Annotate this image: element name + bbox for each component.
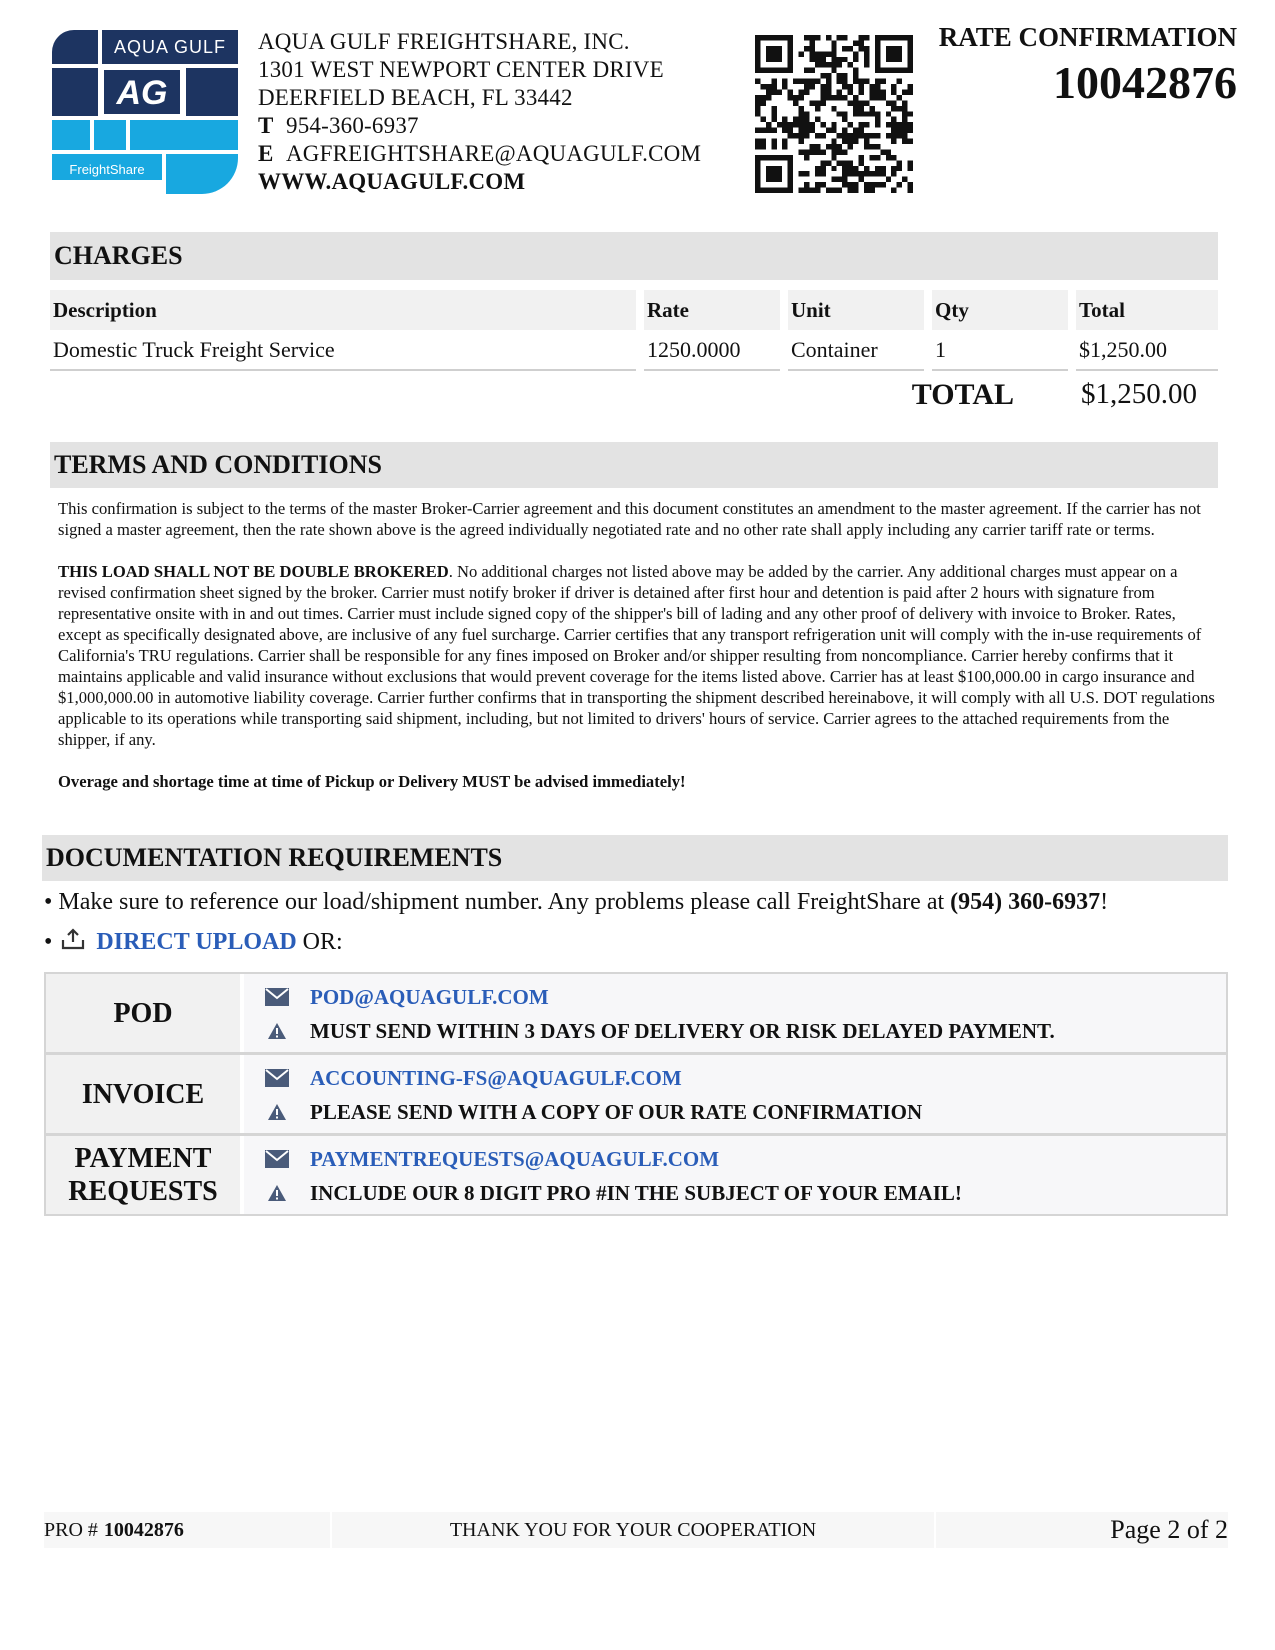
terms-paragraph-2: [58, 561, 1218, 750]
header-total: Total: [1076, 290, 1218, 330]
terms-paragraph-3: [58, 771, 1218, 792]
charge-unit: Container: [788, 330, 924, 370]
doc-label-payment-requests: PAYMENT REQUESTS: [46, 1136, 240, 1214]
phone-label: T: [258, 113, 274, 138]
doc-warning-item: [244, 1176, 1226, 1210]
invoice-note: PLEASE SEND WITH A COPY OF OUR RATE CONFIRMATION: [310, 1099, 923, 1124]
qr-code: [755, 35, 913, 193]
footer-page-number: Page 2 of 2: [936, 1512, 1228, 1548]
rate-confirmation-label: RATE CONFIRMATION: [938, 22, 1237, 52]
phone-value: 954-360-6937: [286, 113, 419, 138]
warning-icon: [267, 1022, 287, 1040]
doc-label-pod: POD: [46, 974, 240, 1052]
doc-email-item: [244, 980, 1226, 1014]
terms-paragraph-2-text: . No additional charges not listed above may be added by the carrier. Any additional charges must appear on a revised confirmation sheet signed by the broker. Carrier must notify broker if driver is detained after first hour and detention is paid after 2 hours with signature from representative onsite with in and out times. Carrier must include signed copy of the shipper's bill of lading and any other proof of delivery with invoice to Broker. Rates, except as specifically designated above, are inclusive of any fuel surcharge. Carrier certifies that any transport refrigeration unit will comply with the in-use requirements of California's TRU regulations. Carrier shall be responsible for any fines imposed on Broker and/or shipper resulting from noncompliance. Carrier hereby confirms that it maintains applicable and valid insurance without exclusions that would prevent coverage for the items listed above. Carrier has at least $100,000.00 in cargo insurance and $1,000,000.00 in automotive liability coverage. Carrier further confirms that in transporting the shipment described hereinabove, it will comply with all U.S. DOT regulations applicable to its operations while transporting said shipment, including, but not limited to drivers' hours of service. Carrier agrees to the attached requirements from the shipper, if any.: [58, 562, 1215, 749]
company-email: [258, 140, 701, 168]
doc-warning-item: [244, 1095, 1226, 1129]
company-logo: [52, 30, 238, 194]
doc-detail-invoice: [244, 1055, 1226, 1133]
invoice-email-link[interactable]: ACCOUNTING-FS@AQUAGULF.COM: [310, 1065, 682, 1090]
terms-paragraph-1: This confirmation is subject to the terms of the master Broker-Carrier agreement and this document constitutes an amendment to the master agreement. If the carrier has not signed a master agreement, then the rate shown above is the agreed individually negotiated rate and no other rate shall apply including any carrier tariff rate or terms.: [58, 499, 1201, 539]
terms-body: [58, 498, 1218, 813]
documentation-table: [44, 972, 1228, 1216]
pod-email-link[interactable]: POD@AQUAGULF.COM: [310, 984, 549, 1009]
doc-label-invoice: INVOICE: [46, 1055, 240, 1133]
charges-header-row: [50, 290, 1218, 330]
doc-detail-pod: [244, 974, 1226, 1052]
header-unit: Unit: [788, 290, 924, 330]
direct-upload-link[interactable]: DIRECT UPLOAD: [96, 929, 297, 955]
charge-total: $1,250.00: [1076, 330, 1218, 370]
company-address-line1: 1301 WEST NEWPORT CENTER DRIVE: [258, 57, 664, 82]
terms-section-header: TERMS AND CONDITIONS: [50, 442, 1218, 488]
support-phone: (954) 360-6937: [950, 889, 1101, 915]
header-description: Description: [50, 290, 636, 330]
svg-text:AG: AG: [116, 74, 168, 112]
company-address-line2: DEERFIELD BEACH, FL 33442: [258, 85, 573, 110]
doc-row-invoice: [46, 1055, 1226, 1136]
svg-text:AQUA GULF: AQUA GULF: [113, 37, 227, 57]
upload-instruction: [44, 927, 343, 956]
header-rate: Rate: [644, 290, 780, 330]
charges-table: [50, 290, 1218, 371]
total-value: $1,250.00: [1081, 378, 1197, 410]
doc-warning-item: [244, 1014, 1226, 1048]
company-name: AQUA GULF FREIGHTSHARE, INC.: [258, 29, 630, 54]
upload-icon[interactable]: [60, 927, 86, 951]
reference-text: Make sure to reference our load/shipment number. Any problems please call FreightShare at: [52, 889, 951, 915]
envelope-icon: [265, 1150, 289, 1168]
doc-email-item: [244, 1061, 1226, 1095]
envelope-icon: [265, 988, 289, 1006]
company-website: WWW.AQUAGULF.COM: [258, 169, 526, 194]
email-label: E: [258, 141, 274, 166]
footer-pro-number: 10042876: [103, 1518, 184, 1541]
envelope-icon: [265, 1069, 289, 1087]
charge-qty: 1: [932, 330, 1068, 370]
payment-requests-note: INCLUDE OUR 8 DIGIT PRO #IN THE SUBJECT OF YOUR EMAIL!: [310, 1180, 962, 1205]
bullet: •: [44, 889, 53, 915]
page-footer: [44, 1512, 1228, 1548]
upload-suffix: OR:: [296, 929, 343, 955]
rate-confirmation-number: 10042876: [1053, 57, 1237, 108]
bullet: •: [44, 929, 53, 955]
no-double-broker-notice: THIS LOAD SHALL NOT BE DOUBLE BROKERED: [58, 562, 449, 581]
footer-pro: [44, 1512, 330, 1548]
footer-pro-label: PRO #: [44, 1518, 98, 1541]
header-qty: Qty: [932, 290, 1068, 330]
payment-requests-email-link[interactable]: PAYMENTREQUESTS@AQUAGULF.COM: [310, 1146, 720, 1171]
charge-rate: 1250.0000: [644, 330, 780, 370]
company-phone: [258, 112, 701, 140]
pod-note: MUST SEND WITHIN 3 DAYS OF DELIVERY OR RISK DELAYED PAYMENT.: [310, 1018, 1055, 1043]
table-row: [50, 330, 1218, 370]
charges-section-header: CHARGES: [50, 232, 1218, 280]
warning-icon: [267, 1103, 287, 1121]
warning-icon: [267, 1184, 287, 1202]
doc-detail-payment-requests: [244, 1136, 1226, 1214]
svg-text:FreightShare: FreightShare: [69, 162, 145, 177]
company-info: [258, 28, 701, 196]
footer-thanks: THANK YOU FOR YOUR COOPERATION: [332, 1512, 934, 1548]
reference-end: !: [1100, 889, 1109, 915]
reference-instruction: [44, 889, 1108, 916]
overage-shortage-notice: Overage and shortage time at time of Pickup or Delivery MUST be advised immediately!: [58, 772, 686, 791]
charge-description: Domestic Truck Freight Service: [50, 330, 636, 370]
total-label: TOTAL: [911, 378, 1014, 411]
doc-row-payment-requests: [46, 1136, 1226, 1214]
doc-email-item: [244, 1142, 1226, 1176]
email-value: AGFREIGHTSHARE@AQUAGULF.COM: [286, 141, 702, 166]
documentation-section-header: DOCUMENTATION REQUIREMENTS: [42, 835, 1228, 881]
doc-row-pod: [46, 974, 1226, 1055]
